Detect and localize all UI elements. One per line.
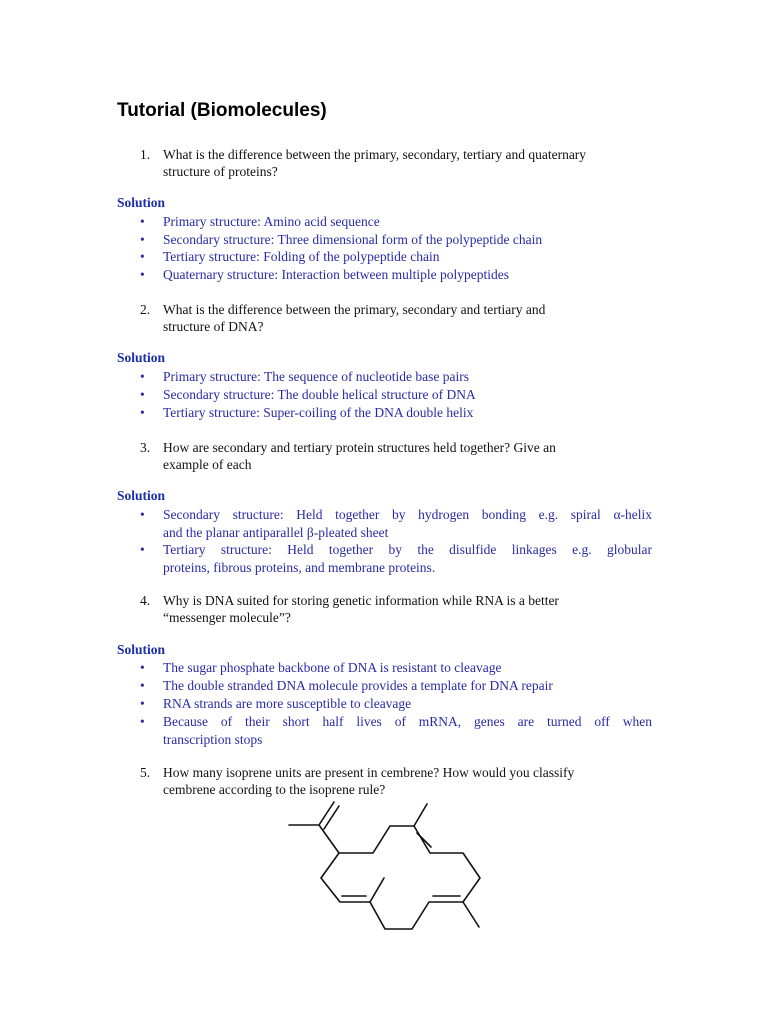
answer-line: Because of their short half lives of mRNA, genes are turned off when: [163, 714, 652, 729]
ring-bond: [321, 826, 480, 929]
question-line: Why is DNA suited for storing genetic information while RNA is a better: [163, 593, 559, 608]
isopropenyl-bond: [289, 825, 339, 853]
bullet-icon: •: [140, 542, 145, 557]
question-text: [163, 592, 660, 626]
answer-line: Secondary structure: Held together by hydrogen bonding e.g. spiral α-helix: [163, 507, 652, 522]
answer-text: Secondary structure: The double helical structure of DNA: [163, 387, 476, 402]
answer-line: transcription stops: [163, 731, 263, 747]
answer-text: The sugar phosphate backbone of DNA is resistant to cleavage: [163, 660, 502, 675]
bullet-icon: •: [140, 214, 145, 229]
question-text: [163, 764, 660, 798]
answer-line: Tertiary structure: Held together by the disulfide linkages e.g. globular: [163, 542, 652, 557]
bullet-icon: •: [140, 696, 145, 711]
solution-label: Solution: [117, 195, 166, 210]
cembrene-structure-diagram: [280, 798, 490, 938]
vinyl-double-bond: [319, 802, 334, 825]
page-title: Tutorial (Biomolecules): [117, 100, 327, 121]
question-line: structure of proteins?: [163, 164, 278, 179]
question-line: cembrene according to the isoprene rule?: [163, 782, 386, 797]
answer-text: [163, 506, 652, 541]
question-line: “messenger molecule”?: [163, 610, 291, 625]
bullet-icon: •: [140, 387, 145, 402]
bullet-icon: •: [140, 267, 145, 282]
answer-text: Secondary structure: Three dimensional form of the polypeptide chain: [163, 232, 543, 247]
bullet-icon: •: [140, 232, 145, 247]
question-number: 1.: [140, 147, 151, 162]
question-line: example of each: [163, 457, 252, 472]
answer-text: Tertiary structure: Super-coiling of the DNA double helix: [163, 405, 474, 420]
question-number: 5.: [140, 765, 151, 780]
answer-text: [163, 713, 652, 748]
question-number: 4.: [140, 593, 151, 608]
question-line: structure of DNA?: [163, 319, 264, 334]
solution-label: Solution: [117, 488, 166, 503]
question-number: 3.: [140, 440, 151, 455]
bullet-icon: •: [140, 678, 145, 693]
bullet-icon: •: [140, 369, 145, 384]
question-text: [163, 301, 660, 335]
answer-line: and the planar antiparallel β-pleated sheet: [163, 524, 389, 540]
question-number: 2.: [140, 302, 151, 317]
answer-line: proteins, fibrous proteins, and membrane proteins.: [163, 559, 436, 575]
bullet-icon: •: [140, 660, 145, 675]
bullet-icon: •: [140, 507, 145, 522]
bullet-icon: •: [140, 714, 145, 729]
question-line: What is the difference between the primary, secondary, tertiary and quaternary: [163, 147, 587, 162]
bullet-icon: •: [140, 249, 145, 264]
question-text: [163, 439, 660, 473]
bullet-icon: •: [140, 405, 145, 420]
methyl-bond: [414, 804, 427, 826]
question-line: How many isoprene units are present in cembrene? How would you classify: [163, 765, 575, 780]
answer-text: Quaternary structure: Interaction between multiple polypeptides: [163, 267, 510, 282]
vinyl-double-bond: [324, 806, 339, 829]
answer-text: Primary structure: Amino acid sequence: [163, 214, 380, 229]
solution-label: Solution: [117, 350, 166, 365]
question-line: How are secondary and tertiary protein structures held together? Give an: [163, 440, 556, 455]
methyl-bond: [463, 902, 479, 927]
methyl-bond: [370, 878, 384, 902]
answer-text: RNA strands are more susceptible to cleavage: [163, 696, 412, 711]
ring-double-bond: [417, 833, 431, 847]
question-line: What is the difference between the primary, secondary and tertiary and: [163, 302, 546, 317]
answer-text: Primary structure: The sequence of nucleotide base pairs: [163, 369, 470, 384]
answer-text: Tertiary structure: Folding of the polypeptide chain: [163, 249, 440, 264]
question-text: [163, 146, 660, 180]
answer-text: [163, 541, 652, 576]
answer-text: The double stranded DNA molecule provides a template for DNA repair: [163, 678, 553, 693]
solution-label: Solution: [117, 642, 166, 657]
